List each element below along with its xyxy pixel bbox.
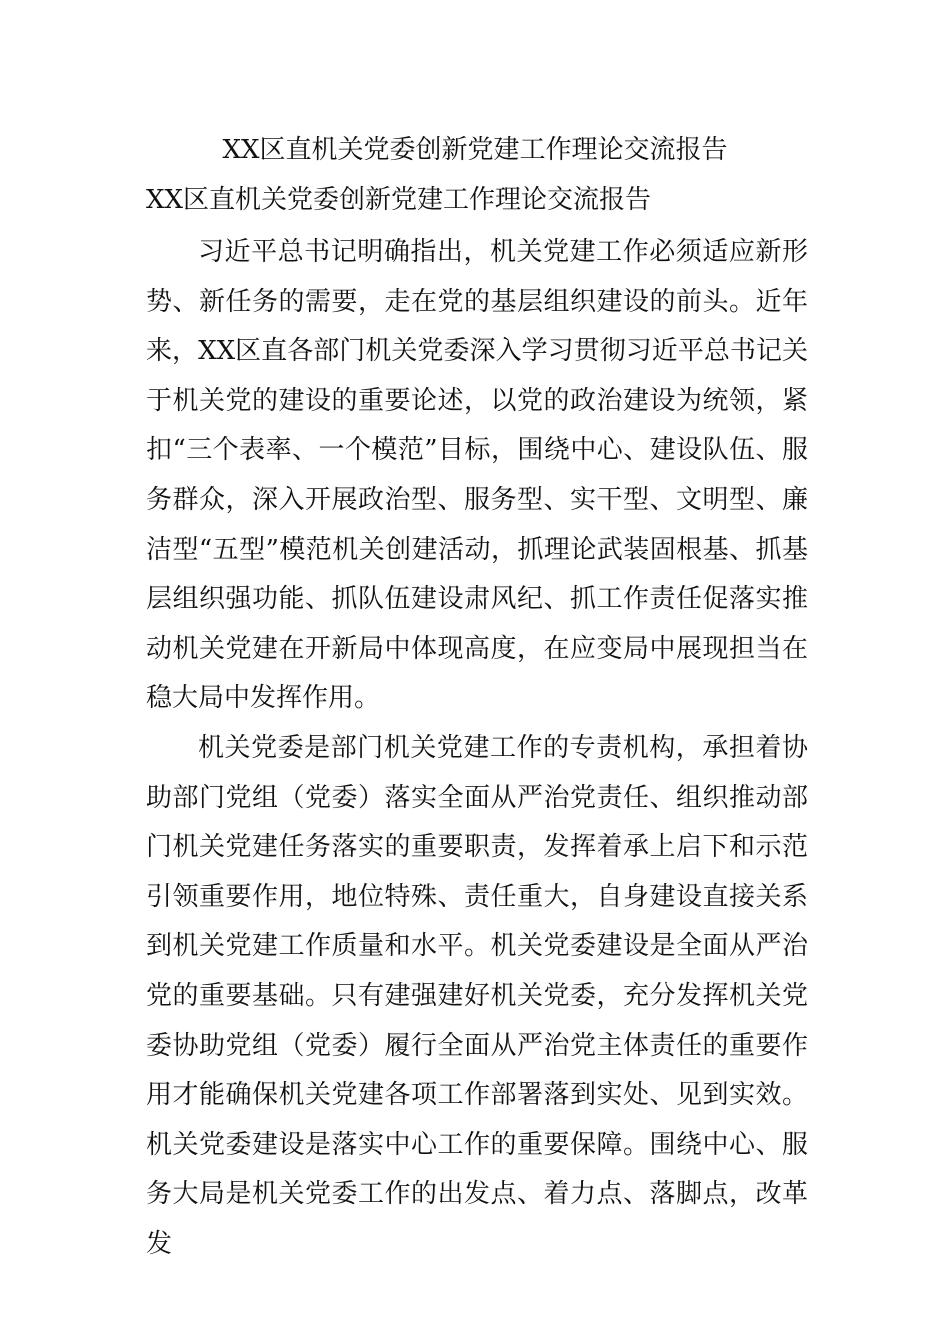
document-title: XX区直机关党委创新党建工作理论交流报告 [222,135,728,165]
document-body [146,228,808,1269]
paragraph-2: 机关党委是部门机关党建工作的专责机构，承担着协助部门党组（党委）落实全面从严治党责任、组织推动部门机关党建任务落实的重要职责，发挥着承上启下和示范引领重要作用，地位特殊、责任重大，自身建设直接关系到机关党建工作质量和水平。机关党委建设是全面从严治党的重要基础。只有建强建好机关党委，充分发挥机关党委协助党组（党委）履行全面从严治党主体责任的重要作用才能确保机关党建各项工作部署落到实处、见到实效。机关党委建设是落实中心工作的重要保障。围绕中心、服务大局是机关党委工作的出发点、着力点、落脚点，改革发 [146,732,808,1259]
paragraph-1: 习近平总书记明确指出，机关党建工作必须适应新形势、新任务的需要，走在党的基层组织建设的前头。近年来，XX区直各部门机关党委深入学习贯彻习近平总书记关于机关党的建设的重要论述，以党的政治建设为统领，紧扣“三个表率、一个模范”目标，围绕中心、建设队伍、服务群众，深入开展政治型、服务型、实干型、文明型、廉洁型“五型”模范机关创建活动，抓理论武装固根基、抓基层组织强功能、抓队伍建设肃风纪、抓工作责任促落实推动机关党建在开新局中体现高度，在应变局中展现担当在稳大局中发挥作用。 [146,237,808,714]
document-subtitle: XX区直机关党委创新党建工作理论交流报告 [146,185,652,215]
